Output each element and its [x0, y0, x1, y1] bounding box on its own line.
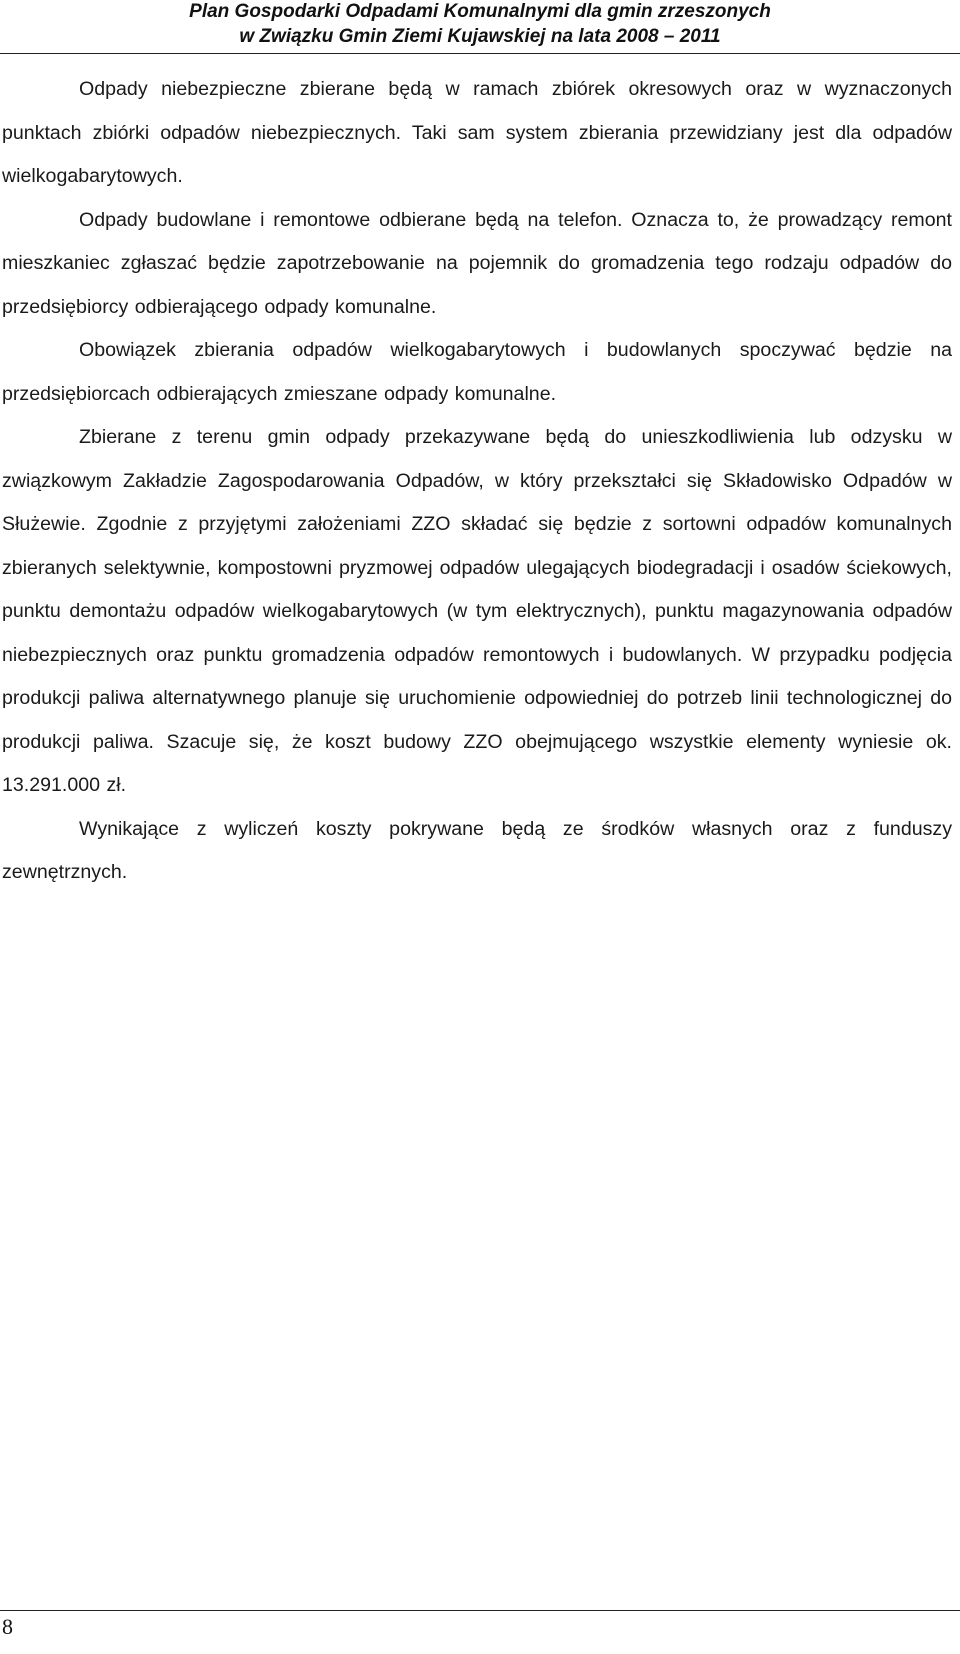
page-number: 8	[2, 1614, 13, 1639]
footer-divider	[0, 1610, 960, 1611]
header-title-line-2: w Związku Gmin Ziemi Kujawskiej na lata 2008 – 2011	[239, 26, 721, 47]
paragraph-hazardous-waste: Odpady niebezpieczne zbierane będą w ramach zbiórek okresowych oraz w wyznaczonych punktach zbiórki odpadów niebezpiecznych. Taki sam system zbierania przewidziany jest dla odpadów wielkogabarytowych.	[2, 78, 952, 187]
header-title-line-1: Plan Gospodarki Odpadami Komunalnymi dla gmin zrzeszonych	[189, 1, 771, 22]
paragraph-construction-waste: Odpady budowlane i remontowe odbierane będą na telefon. Oznacza to, że prowadzący remont mieszkaniec zgłaszać będzie zapotrzebowanie na pojemnik do gromadzenia tego rodzaju odpadów do przedsiębiorcy odbierającego odpady komunalne.	[2, 208, 952, 318]
paragraph-collection-obligation: Obowiązek zbierania odpadów wielkogabarytowych i budowlanych spoczywać będzie na przedsiębiorcach odbierających zmieszane odpady komunalne.	[2, 339, 952, 405]
document-body	[2, 68, 952, 895]
page-header	[0, 0, 960, 52]
paragraph-zzo-facility: Zbierane z terenu gmin odpady przekazywane będą do unieszkodliwienia lub odzysku w związkowym Zakładzie Zagospodarowania Odpadów, w który przekształci się Składowisko Odpadów w Służewie. Zgodnie z przyjętymi założeniami ZZO składać się będzie z sortowni odpadów komunalnych zbieranych selektywnie, kompostowni pryzmowej odpadów ulegających biodegradacji i osadów ściekowych, punktu demontażu odpadów wielkogabarytowych (w tym elektrycznych), punktu magazynowania odpadów niebezpiecznych oraz punktu gromadzenia odpadów remontowych i budowlanych. W przypadku podjęcia produkcji paliwa alternatywnego planuje się uruchomienie odpowiedniej do potrzeb linii technologicznej do produkcji paliwa. Szacuje się, że koszt budowy ZZO obejmującego wszystkie elementy wyniesie ok. 13.291.000 zł.	[2, 426, 952, 796]
paragraph-funding: Wynikające z wyliczeń koszty pokrywane będą ze środków własnych oraz z funduszy zewnętrznych.	[2, 817, 952, 883]
header-divider	[0, 53, 960, 54]
